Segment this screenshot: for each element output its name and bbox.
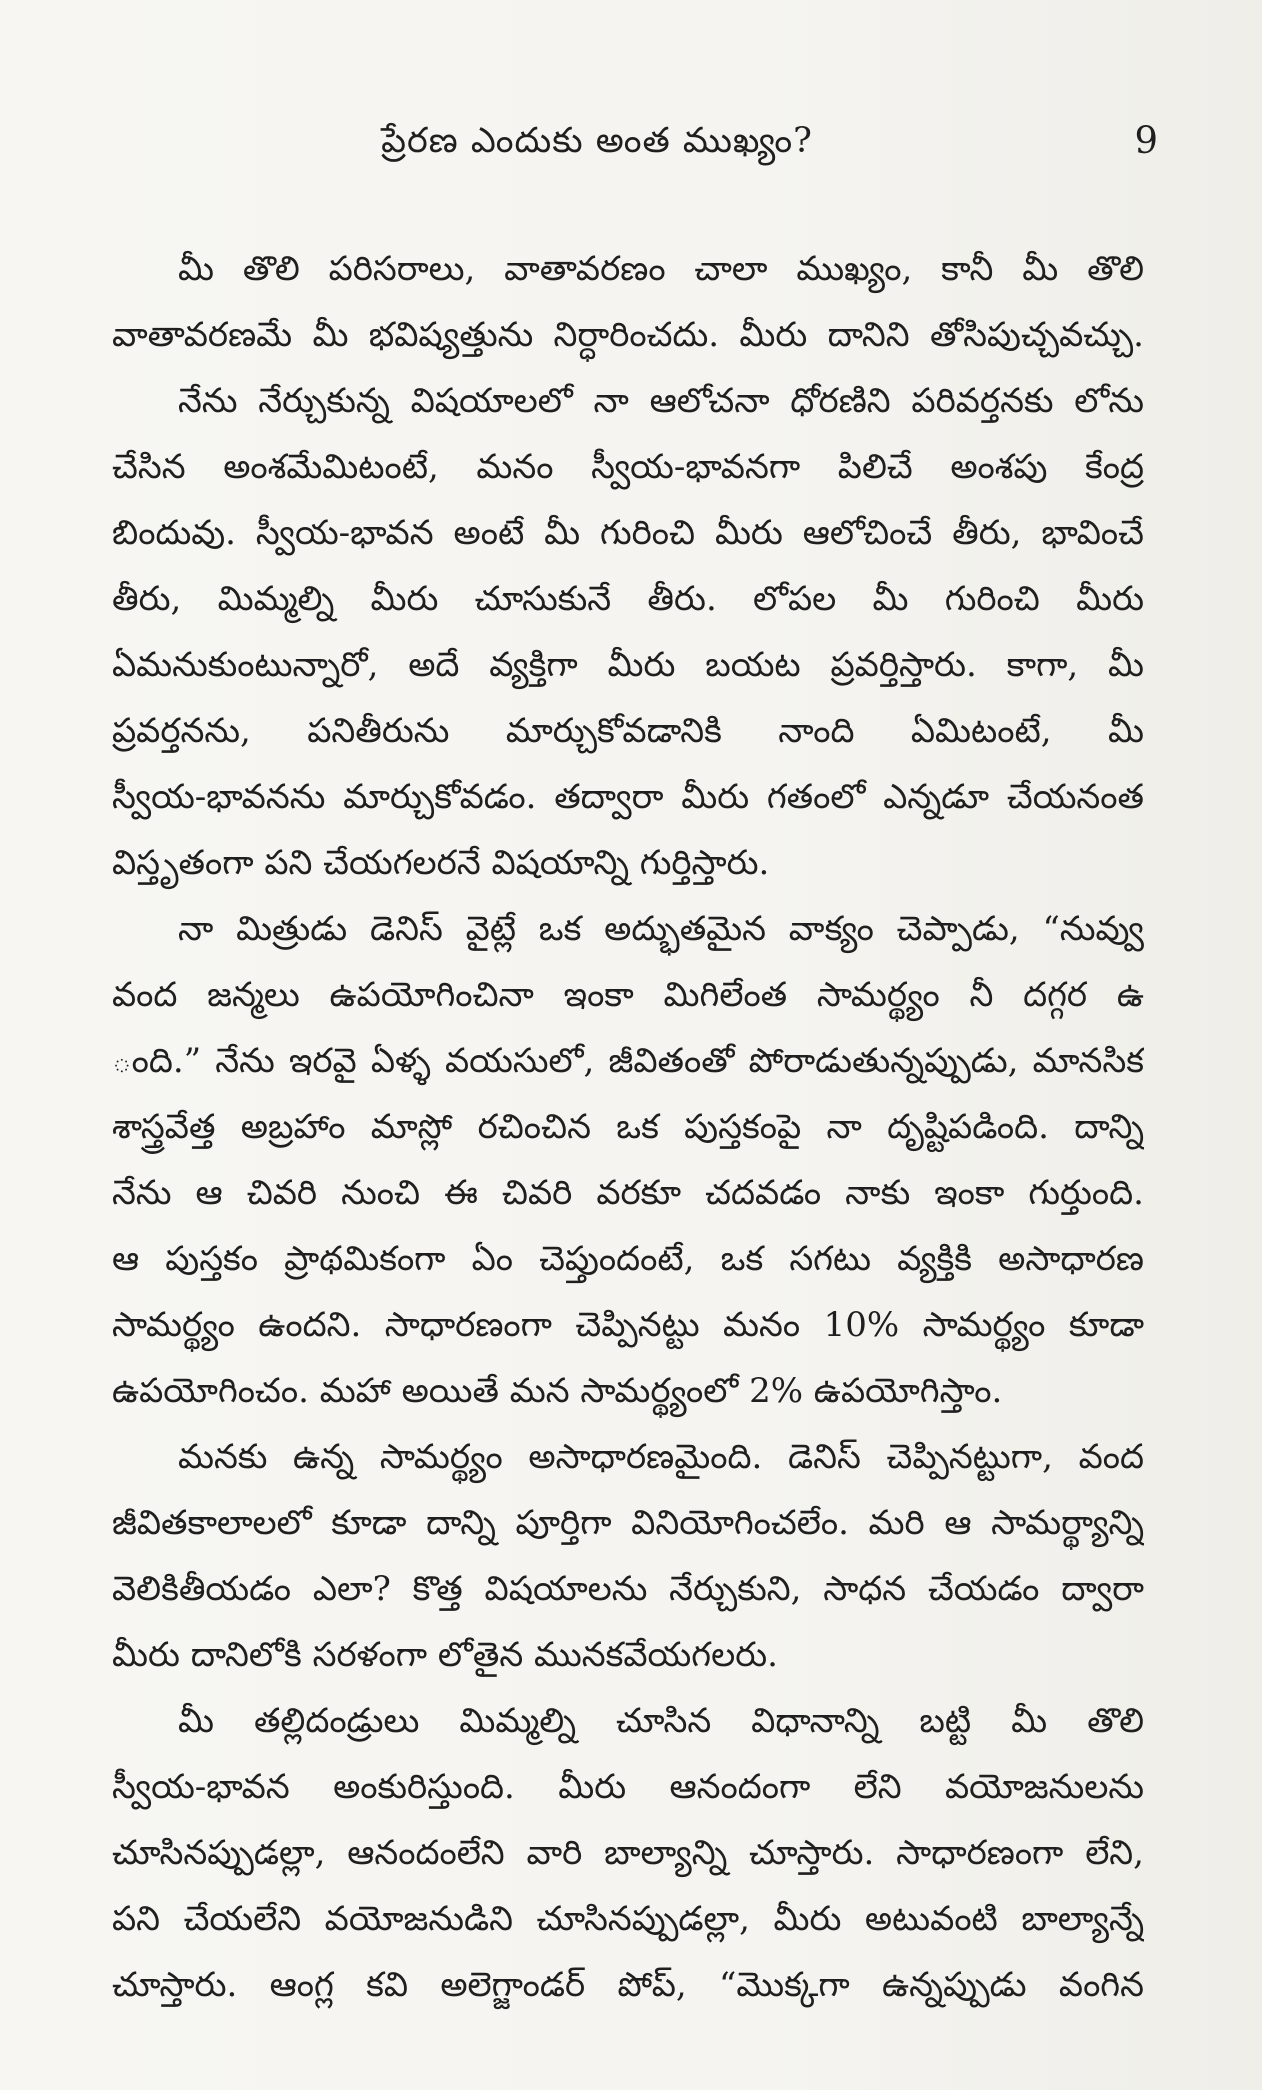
paragraph-5-line: మీ తల్లిదండ్రులు మిమ్మల్ని చూసిన విధానాన్ని బట్టి మీ తొలి — [178, 1701, 1144, 1741]
paragraph-4-line: మీరు దానిలోకి సరళంగా లోతైన మునకవేయగలరు. — [112, 1635, 778, 1675]
paragraph-3-line: ంది.” నేను ఇరవై ఏళ్ళ వయసులో, జీవితంతో పోరాడుతున్నప్పుడు, మానసిక — [112, 1041, 1144, 1081]
paragraph-5-line: చూసినప్పుడల్లా, ఆనందంలేని వారి బాల్యాన్ని చూస్తారు. సాధారణంగా లేని, — [112, 1833, 1144, 1873]
paragraph-2-line: బిందువు. స్వీయ-భావన అంటే మీ గురించి మీరు ఆలోచించే తీరు, భావించే — [112, 513, 1144, 553]
paragraph-1-line: మీ తొలి పరిసరాలు, వాతావరణం చాలా ముఖ్యం, కానీ మీ తొలి — [178, 249, 1144, 289]
body-text — [112, 236, 1144, 2018]
page-number: 9 — [1134, 119, 1158, 162]
running-title: ప్రేరణ ఎందుకు అంత ముఖ్యం? — [381, 121, 813, 161]
paragraph-3-line: సామర్థ్యం ఉందని. సాధారణంగా చెప్పినట్టు మనం 10% సామర్థ్యం కూడా — [112, 1305, 1144, 1345]
paragraph-3-line: వంద జన్మలు ఉపయోగించినా ఇంకా మిగిలేంత సామర్థ్యం నీ దగ్గర ఉ — [112, 975, 1144, 1015]
paragraph-5-line: చూస్తారు. ఆంగ్ల కవి అలెగ్జాండర్ పోప్, “మొక్కగా ఉన్నప్పుడు వంగిన — [112, 1965, 1144, 2005]
paragraph-5-line: పని చేయలేని వయోజనుడిని చూసినప్పుడల్లా, మీరు అటువంటి బాల్యాన్నే — [112, 1899, 1144, 1939]
paragraph-5-line: స్వీయ-భావన అంకురిస్తుంది. మీరు ఆనందంగా లేని వయోజనులను — [112, 1767, 1144, 1807]
paragraph-2-line: చేసిన అంశమేమిటంటే, మనం స్వీయ-భావనగా పిలిచే అంశపు కేంద్ర — [112, 447, 1144, 487]
paragraph-2-line: ఏమనుకుంటున్నారో, అదే వ్యక్తిగా మీరు బయట ప్రవర్తిస్తారు. కాగా, మీ — [112, 645, 1144, 685]
paragraph-3-line: ఆ పుస్తకం ప్రాథమికంగా ఏం చెప్తుందంటే, ఒక సగటు వ్యక్తికి అసాధారణ — [112, 1239, 1144, 1279]
paragraph-2-line: నేను నేర్చుకున్న విషయాలలో నా ఆలోచనా ధోరణిని పరివర్తనకు లోను — [178, 381, 1144, 421]
paragraph-2-line: తీరు, మిమ్మల్ని మీరు చూసుకునే తీరు. లోపల మీ గురించి మీరు — [112, 579, 1144, 619]
paragraph-4-line: జీవితకాలాలలో కూడా దాన్ని పూర్తిగా వినియోగించలేం. మరి ఆ సామర్థ్యాన్ని — [112, 1503, 1144, 1543]
paragraph-4-line: మనకు ఉన్న సామర్థ్యం అసాధారణమైంది. డెనిస్ చెప్పినట్టుగా, వంద — [178, 1437, 1144, 1477]
paragraph-2-line: స్వీయ-భావనను మార్చుకోవడం. తద్వారా మీరు గతంలో ఎన్నడూ చేయనంత — [112, 777, 1144, 817]
paragraph-3-line: శాస్త్రవేత్త అబ్రహాం మాస్లో రచించిన ఒక పుస్తకంపై నా దృష్టిపడింది. దాన్ని — [112, 1107, 1144, 1147]
paragraph-3-line: ఉపయోగించం. మహా అయితే మన సామర్థ్యంలో 2% ఉపయోగిస్తాం. — [112, 1371, 1003, 1411]
paragraph-1-line: వాతావరణమే మీ భవిష్యత్తును నిర్ధారించదు. మీరు దానిని తోసిపుచ్చవచ్చు. — [112, 315, 1144, 355]
paragraph-4-line: వెలికితీయడం ఎలా? కొత్త విషయాలను నేర్చుకుని, సాధన చేయడం ద్వారా — [112, 1569, 1144, 1609]
paragraph-2-line: విస్తృతంగా పని చేయగలరనే విషయాన్ని గుర్తిస్తారు. — [112, 843, 770, 883]
paragraph-3-line: నా మిత్రుడు డెనిస్ వైట్లే ఒక అద్భుతమైన వాక్యం చెప్పాడు, “నువ్వు — [178, 909, 1144, 949]
paragraph-3-line: నేను ఆ చివరి నుంచి ఈ చివరి వరకూ చదవడం నాకు ఇంకా గుర్తుంది. — [112, 1173, 1144, 1213]
paragraph-2-line: ప్రవర్తనను, పనితీరును మార్చుకోవడానికి నాంది ఏమిటంటే, మీ — [112, 711, 1144, 751]
